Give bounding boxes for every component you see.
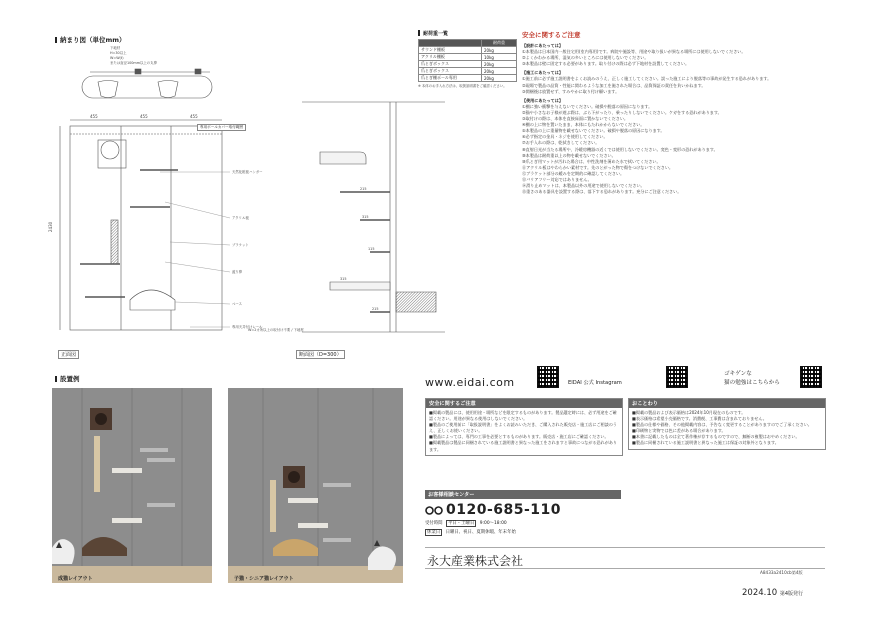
- materials-table: [418, 39, 517, 82]
- issue-date-value: 2024.10: [742, 588, 778, 598]
- footer-rule: [425, 547, 825, 548]
- doc-code: A8433a2410cb第4版: [760, 570, 803, 575]
- photo-adult-layout: [52, 388, 212, 583]
- list-item: ⑮重さのある器具を設置する際は、落下する恐れがあります。充分にご注意ください。: [522, 189, 682, 195]
- hours-time: 9:00～18:00: [479, 521, 507, 526]
- list-item: ■掲載製品は製品に同梱されている施工説明書と異なった施工をされますと事故につながる恐れがあります。: [429, 440, 617, 452]
- list-item: ③本製品は壁に固定する必要があります。取り付けの際は必ず下地材を設置してください。: [522, 61, 690, 67]
- table-header: 耐荷重: [419, 40, 517, 47]
- adult-layout-illustration: [52, 388, 212, 583]
- top-note-1: 下地材: [110, 46, 121, 50]
- part-label-6: 専用天井付けレール: [232, 325, 263, 329]
- list-item: ②猫や小さなお子様が遊ぶ際は、ぶら下がったり、乗ったりしないでください。ケガをする恐れがあります。: [522, 109, 722, 115]
- list-item: ■印刷物と実物では色に差がある場合があります。: [632, 428, 726, 434]
- website-link[interactable]: www.eidai.com: [425, 376, 515, 389]
- list-item: ①棚に強い衝撃を与えないでください。破損や脱落の原因になります。: [522, 103, 653, 109]
- list-item: ⑬バリアフリー対応ではありません。: [522, 176, 592, 182]
- install-title: 設置例: [55, 374, 80, 383]
- holiday-text: 日曜日、祝日、夏期休暇、年末年始: [445, 530, 516, 535]
- front-view-label: 正面図: [58, 350, 79, 359]
- footer-rule-2: [425, 568, 825, 569]
- layout-caption-adult: 成猫レイアウト: [58, 576, 93, 582]
- consult-phone[interactable]: 0120-685-110: [446, 502, 562, 518]
- drawing-title: 納まり図（単位mm）: [55, 35, 126, 44]
- list-item: ②よくかわかる場所、湿気の多いところには使用しないでください。: [522, 55, 649, 61]
- table-row: サウンド棚板 20kg: [419, 47, 517, 54]
- list-item: ■製品によっては、専門の工事を必要とするものがあります。販売店・施工店にご確認ください。: [429, 434, 609, 440]
- qr-code-cat-page[interactable]: [800, 366, 822, 388]
- qr-code-website[interactable]: [537, 366, 559, 388]
- instagram-label: EIDAI 公式 Instagram: [568, 380, 622, 386]
- materials-section: [418, 30, 517, 89]
- company-name: 永大産業株式会社: [427, 554, 524, 568]
- list-item: ①本製品は日本国内一般住宅用(室内専用)です。病院や施設等、用途や取り扱いが異なる場所には使用しないでください。: [522, 49, 746, 55]
- cat-link: [724, 370, 780, 388]
- top-notes: [110, 46, 210, 66]
- consult-hours-row: [425, 520, 621, 526]
- list-item: ■掲載の製品には、使用用途・場所などを限定するものがあります。製品選定時には、必ず用途をご確認ください。用途が異なる使用はしないでください。: [429, 410, 617, 422]
- notice-box: [628, 398, 826, 450]
- issue-date: [742, 588, 803, 598]
- part-label-4: 渡り棒: [232, 270, 243, 274]
- bottom-note: W=2カ所以上の取付け不要 / 下地材: [248, 328, 304, 332]
- side-dim-1: 215: [360, 187, 367, 191]
- free-dial-icon: [425, 505, 443, 516]
- notice-box-title: おことわり: [629, 399, 825, 408]
- list-item: ③開梱後は放置せず、すみやかに取り付け願います。: [522, 88, 620, 94]
- list-item: ⑦お手入れの際は、乾拭きしてください。: [522, 140, 600, 146]
- list-item: ①施工前に必ず施工説明書をよくお読みのうえ、正しく施工してください。誤った施工により脱落等の事故が発生する恐れがあります。: [522, 76, 772, 82]
- side-dim-5: 215: [372, 307, 379, 311]
- side-view-label: 断面図（D=300）: [296, 350, 345, 359]
- front-height-dim: 2430: [48, 221, 53, 232]
- part-label-1: 天然化粧板ハンガー: [232, 170, 263, 174]
- list-item: ⑭滑り止めマットは、本製品以外の用途で使用しないでください。: [522, 183, 645, 189]
- materials-title: 耐荷重一覧: [418, 30, 517, 37]
- kitten-layout-illustration: [228, 388, 403, 583]
- part-label-5: ベース: [232, 302, 243, 306]
- installation-drawing: [40, 42, 460, 372]
- front-dim-3: 455: [190, 114, 198, 119]
- legend-box: 専用ポールカバー取付範囲: [197, 124, 246, 131]
- front-view: [48, 114, 222, 330]
- list-item: ■本書に記載したものは全て著作権が存するものですので、無断の複製はおやめください。: [632, 434, 800, 440]
- table-row: 爪とぎボックス 20kg: [419, 61, 517, 68]
- list-item: ⑨本製品は耐荷重以上の物を載せないでください。: [522, 152, 616, 158]
- safety-group-construction: 【施工にあたっては】 ①施工前に必ず施工説明書をよくお読みのうえ、正しく施工してください。誤った施工により脱落等の事故が発生する恐れがあります。 ②現場で製品の品質・性能に関わるような加工を施された場合は、品質保証の責任を負いかねます。 ③開梱後は放置せず、すみやかに取り付け願います。: [522, 70, 840, 94]
- consult-section: [425, 490, 621, 535]
- table-row: 爪とぎ棚ポール専用 20kg: [419, 75, 517, 82]
- list-item: ③取付けの際は、本体を直接床面に置かないでください。: [522, 116, 629, 122]
- issue-date-note: 第4版発行: [779, 591, 804, 597]
- list-item: ■製品のご使用前に「取扱説明書」をよくお読みいただき、ご購入された販売店・施工店にご相談のうえ、正しくお使いください。: [429, 422, 617, 434]
- safety-title: 安全に関するご注意: [522, 31, 581, 39]
- layout-caption-kitten: 子猫・シニア猫レイアウト: [234, 576, 294, 582]
- part-label-2: アクリル板: [232, 216, 249, 220]
- side-dim-3: 115: [368, 247, 375, 251]
- safety-box: [425, 398, 623, 456]
- photo-kitten-layout: [228, 388, 403, 583]
- safety-box-title: 安全に関するご注意: [426, 399, 622, 408]
- list-item: ■掲載の製品および表示価格は2024年10月現在のものです。: [632, 410, 746, 415]
- list-item: ⑥必ず指定の金具・ネジを使用してください。: [522, 134, 608, 140]
- consult-holiday-row: [425, 529, 621, 535]
- qr-code-instagram[interactable]: [666, 366, 688, 388]
- cat-lead: ゴキゲンな: [724, 371, 752, 377]
- top-note-3: W=W(ℓ): [110, 56, 124, 60]
- list-item: ⑧直射日光が当たる場所や、冷暖房機器の近くでは使用しないでください。変色・変形の恐れがあります。: [522, 146, 718, 152]
- safety-section: [522, 30, 840, 195]
- list-item: ■製品に同梱されている施工説明書と異なった施工は保証の対象外となります。: [632, 440, 779, 446]
- hours-label: 受付時間: [425, 521, 443, 526]
- consult-title: お客様相談センター: [425, 490, 621, 499]
- list-item: ④棚の上に物を置いたまま、本体にもたれかからないでください。: [522, 122, 645, 128]
- cat-page: 猫の勉強はこちらから: [724, 380, 780, 386]
- side-dim-4: 315: [340, 277, 347, 281]
- top-note-2: H=30以上: [110, 51, 127, 55]
- list-item: ⑫ブラケット部分の緩みを定期的に確認してください。: [522, 170, 625, 176]
- front-dim-2: 455: [140, 114, 148, 119]
- side-view: [302, 102, 445, 332]
- table-row: 爪とぎボックス 20kg: [419, 68, 517, 75]
- top-view: [82, 69, 212, 98]
- table-row: アクリル棚板 10kg: [419, 54, 517, 61]
- list-item: ⑪アクリル板はやわらかい素材です。先のとがった物で傷をつけないでください。: [522, 164, 674, 170]
- hours-days: 平日・土曜日: [447, 521, 475, 526]
- list-item: ■製品の仕様や価格、その他掲載内容は、予告なく変更することがありますのでご了承ください。: [632, 422, 812, 428]
- list-item: ⑩爪とぎ用マットが汚れた場合は、中性洗剤を薄めた水で拭いてください。: [522, 158, 661, 164]
- part-label-3: ブラケット: [232, 243, 249, 247]
- materials-note: ※ 本体のお手入れ方法は、取扱説明書をご確認ください。: [418, 84, 507, 88]
- safety-group-usage: 【使用にあたっては】 ①棚に強い衝撃を与えないでください。破損や脱落の原因になります。 ②猫や小さなお子様が遊ぶ際は、ぶら下がったり、乗ったりしないでください。ケガをする恐れがあります。 ③取付けの際は、本体を直接床面に置かないでください。 ④棚の上に物を置いたまま、本体にもたれかからないでください。 ⑤本製品の上に重量物を載せないでください。破損や脱落の原因になります。 ⑥必ず指定の金具・ネジを使用してください。 ⑦お手入れの際は、乾拭きしてください。 ⑧直射日光が当たる場所や、冷暖房機器の近くでは使用しないでください。変色・変形の恐れがあります。 ⑨本製品は耐荷重以上の物を載せないでください。 ⑩爪とぎ用マットが汚れた場合は、中性洗剤を薄めた水で拭いてください。 ⑪アクリル板はやわらかい素材です。先のとがった物で傷をつけないでください。 ⑫ブラケット部分の緩みを定期的に確認してください。 ⑬バリアフリー対応ではありません。 ⑭滑り止めマットは、本製品以外の用途で使用しないでください。 ⑮重さのある器具を設置する際は、落下する恐れがあります。充分にご注意ください。: [522, 98, 840, 196]
- side-dim-2: 315: [362, 215, 369, 219]
- holiday-label: 休業日: [427, 530, 441, 535]
- top-note-4: または直径100mm以上の丸棒: [110, 61, 157, 65]
- safety-group-design: 【設計にあたっては】 ①本製品は日本国内一般住宅用(室内専用)です。病院や施設等、用途や取り扱いが異なる場所には使用しないでください。 ②よくかわかる場所、湿気の多いところには使用しないでください。 ③本製品は壁に固定する必要があります。取り付けの際は必ず下地材を設置してください。: [522, 43, 840, 67]
- front-dim-1: 455: [90, 114, 98, 119]
- list-item: ■表示価格は希望小売価格です。消費税、工事費は含まれておりません。: [632, 416, 767, 422]
- list-item: ⑤本製品の上に重量物を載せないでください。破損や脱落の原因になります。: [522, 128, 665, 134]
- list-item: ②現場で製品の品質・性能に関わるような加工を施された場合は、品質保証の責任を負いかねます。: [522, 82, 706, 88]
